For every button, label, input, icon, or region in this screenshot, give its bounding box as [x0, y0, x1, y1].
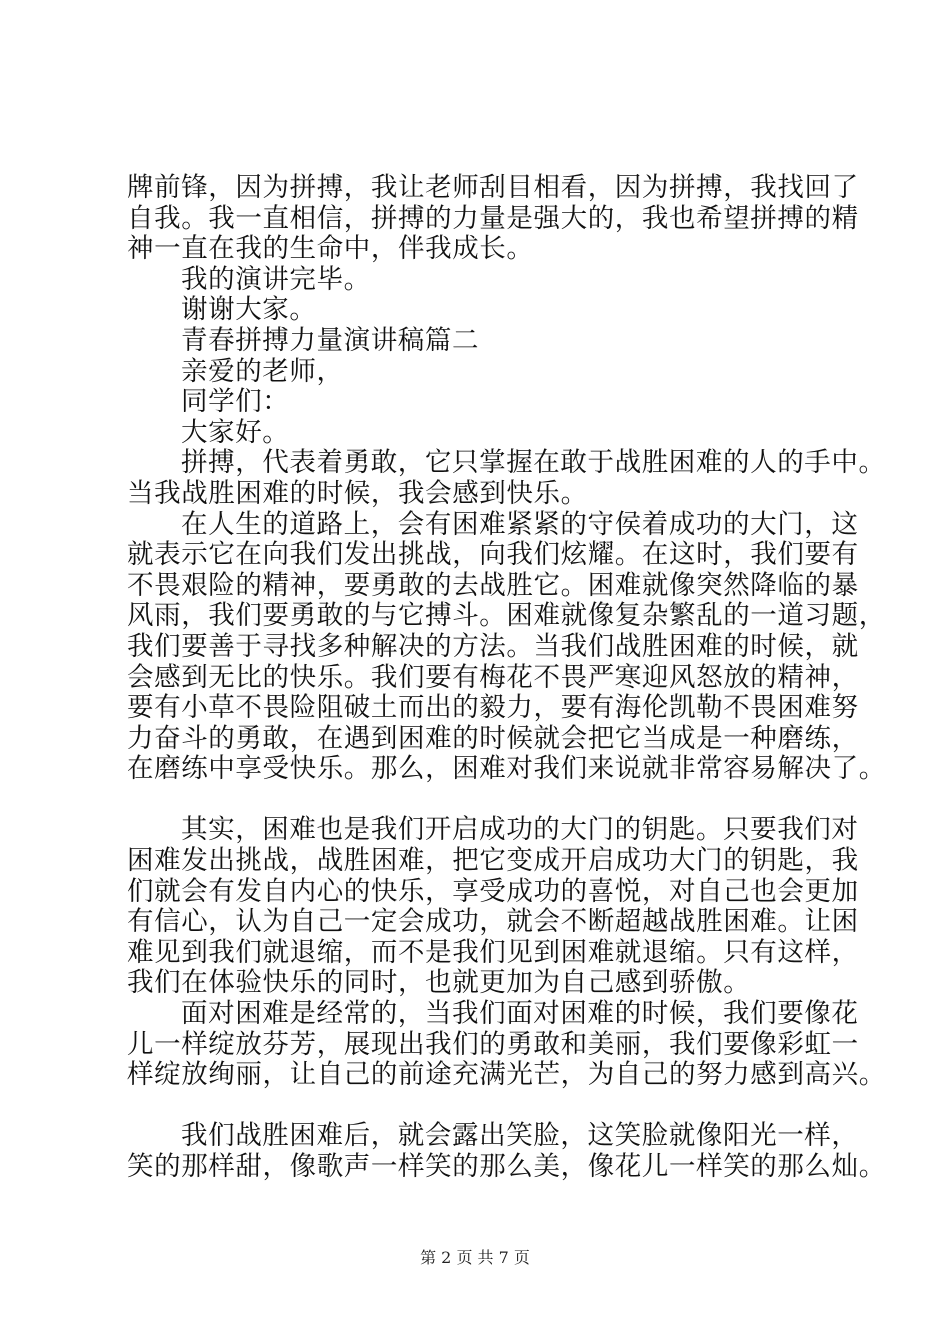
text-line: 样绽放绚丽，让自己的前途充满光芒，为自己的努力感到高兴。: [127, 1059, 886, 1091]
text-line: 面对困难是经常的，当我们面对困难的时候，我们要像花: [181, 998, 859, 1030]
text-line: 儿一样绽放芬芳，展现出我们的勇敢和美丽，我们要像彩虹一: [127, 1028, 859, 1060]
text-line: 自我。我一直相信，拼搏的力量是强大的，我也希望拼搏的精: [127, 202, 859, 234]
text-line: 困难发出挑战，战胜困难，把它变成开启成功大门的钥匙，我: [127, 845, 859, 877]
text-line: 我的演讲完毕。: [181, 263, 371, 295]
text-line: 我们在体验快乐的同时，也就更加为自己感到骄傲。: [127, 967, 751, 999]
text-line: 在磨练中享受快乐。那么，困难对我们来说就非常容易解决了。: [127, 753, 886, 785]
text-line: 会感到无比的快乐。我们要有梅花不畏严寒迎风怒放的精神，: [127, 661, 859, 693]
text-line: 拼搏，代表着勇敢，它只掌握在敢于战胜困难的人的手中。: [181, 447, 886, 479]
text-line: 就表示它在向我们发出挑战，向我们炫耀。在这时，我们要有: [127, 539, 859, 571]
paragraph-gap: [127, 785, 827, 816]
text-line: 要有小草不畏险阻破土而出的毅力，要有海伦凯勒不畏困难努: [127, 692, 859, 724]
text-line: 青春拼搏力量演讲稿篇二: [181, 324, 480, 356]
paragraph-gap: [127, 1091, 827, 1122]
text-line: 神一直在我的生命中，伴我成长。: [127, 233, 534, 265]
text-line: 牌前锋，因为拼搏，我让老师刮目相看，因为拼搏，我找回了: [127, 172, 859, 203]
text-line: 当我战胜困难的时候，我会感到快乐。: [127, 477, 588, 509]
text-line: 亲爱的老师，: [181, 355, 344, 387]
text-line: 在人生的道路上，会有困难紧紧的守侯着成功的大门，这: [181, 508, 859, 540]
text-line: 风雨，我们要勇敢的与它搏斗。困难就像复杂繁乱的一道习题，: [127, 600, 886, 632]
text-line: 同学们：: [181, 386, 290, 418]
text-line: 有信心，认为自己一定会成功，就会不断超越战胜困难。让困: [127, 906, 859, 938]
text-line: 大家好。: [181, 416, 290, 448]
text-line: 笑的那样甜，像歌声一样笑的那么美，像花儿一样笑的那么灿。: [127, 1151, 886, 1182]
text-line: 们就会有发自内心的快乐，享受成功的喜悦，对自己也会更加: [127, 875, 859, 907]
document-body: [127, 172, 886, 1183]
text-line: 不畏艰险的精神，要勇敢的去战胜它。困难就像突然降临的暴: [127, 569, 859, 601]
text-line: 难见到我们就退缩，而不是我们见到困难就退缩。只有这样，: [127, 936, 859, 968]
text-line: 力奋斗的勇敢，在遇到困难的时候就会把它当成是一种磨练，: [127, 722, 859, 754]
text-line: 谢谢大家。: [181, 294, 317, 326]
page-number-footer: 第 2 页 共 7 页: [420, 1248, 530, 1267]
text-line: 其实，困难也是我们开启成功的大门的钥匙。只要我们对: [181, 814, 859, 846]
text-line: 我们要善于寻找多种解决的方法。当我们战胜困难的时候，就: [127, 630, 859, 662]
text-line: 我们战胜困难后，就会露出笑脸，这笑脸就像阳光一样，: [181, 1120, 859, 1152]
